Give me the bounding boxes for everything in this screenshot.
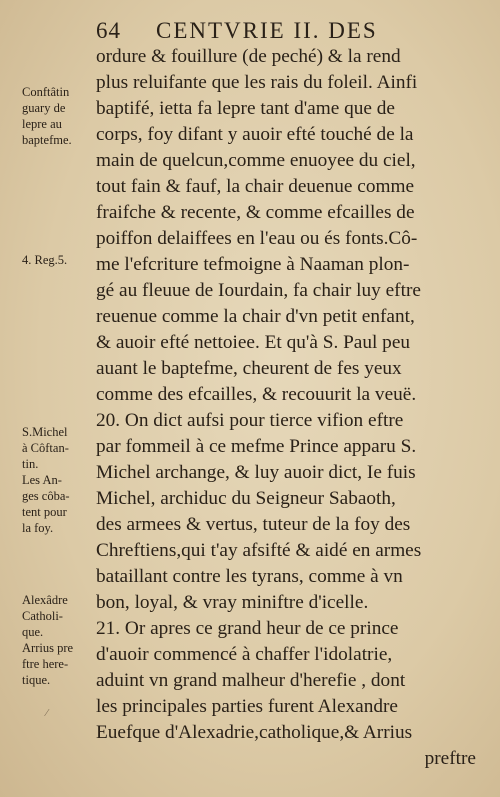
margin-note-line: lepre au bbox=[22, 117, 62, 131]
margin-note-line: ftre here- bbox=[22, 657, 69, 671]
margin-note-line: 4. Reg.5. bbox=[22, 253, 68, 267]
text-line: par fommeil à ce mefme Prince apparu S. bbox=[96, 436, 417, 457]
text-line: reuenue comme la chair d'vn petit enfant, bbox=[96, 306, 415, 327]
text-line: baptifé, ietta fa lepre tant d'ame que de bbox=[96, 98, 395, 119]
text-line: comme des efcailles, & recouurit la veuë. bbox=[96, 384, 417, 405]
text-line: plus reluifante que les rais du foleil. Ainfi bbox=[96, 72, 418, 93]
text-line: Michel, archiduc du Seigneur Sabaoth, bbox=[96, 488, 396, 509]
text-line: aduint vn grand malheur d'herefie , dont bbox=[96, 670, 406, 691]
margin-note-line: Les An- bbox=[22, 473, 62, 487]
ink-mark-icon: ⁄ bbox=[46, 708, 48, 719]
margin-note-line: Arrius pre bbox=[22, 641, 74, 655]
text-line: tout fain & fauf, la chair deuenue comme bbox=[96, 176, 415, 197]
text-line: me l'efcriture tefmoigne à Naaman plon- bbox=[96, 254, 410, 275]
body-text bbox=[96, 44, 476, 772]
text-line: main de quelcun,comme enuoyee du ciel, bbox=[96, 150, 416, 171]
margin-note-anges bbox=[22, 472, 96, 536]
text-line: des armees & vertus, tuteur de la foy des bbox=[96, 514, 411, 535]
margin-note-michel bbox=[22, 424, 96, 472]
margin-note-line: tent pour bbox=[22, 505, 67, 519]
margin-note-line: tin. bbox=[22, 457, 39, 471]
text-line: 21. Or apres ce grand heur de ce prince bbox=[96, 618, 399, 639]
margin-note-line: baptefme. bbox=[22, 133, 72, 147]
text-line: Michel archange, & luy auoir dict, Ie fuis bbox=[96, 462, 416, 483]
margin-note-constantin bbox=[22, 84, 96, 148]
text-line: corps, foy difant y auoir efté touché de la bbox=[96, 124, 414, 145]
text-line: & auoir efté nettoiee. Et qu'à S. Paul peu bbox=[96, 332, 411, 353]
text-line: auant le baptefme, cheurent de fes yeux bbox=[96, 358, 402, 379]
margin-note-alexandre bbox=[22, 592, 96, 688]
margin-note-line: guary de bbox=[22, 101, 66, 115]
text-line: bataillant contre les tyrans, comme à vn bbox=[96, 566, 403, 587]
margin-note-line: Alexâdre bbox=[22, 593, 68, 607]
text-line: bon, loyal, & vray miniftre d'icelle. bbox=[96, 592, 369, 613]
running-title: CENTVRIE II. DES bbox=[156, 18, 378, 43]
margin-note-line: ges côba- bbox=[22, 489, 70, 503]
text-line: poiffon delaiffees en l'eau ou és fonts.Cô- bbox=[96, 228, 418, 249]
text-line: ordure & fouillure (de peché) & la rend bbox=[96, 46, 401, 67]
margin-note-line: la foy. bbox=[22, 521, 54, 535]
text-line: 20. On dict aufsi pour tierce vifion eftre bbox=[96, 410, 404, 431]
margin-note-line: à Côftan- bbox=[22, 441, 69, 455]
text-line: Euefque d'Alexadrie,catholique,& Arrius bbox=[96, 722, 413, 743]
margin-note-line: Catholi- bbox=[22, 609, 63, 623]
margin-note-line: Conftâtin bbox=[22, 85, 70, 99]
text-line: les principales parties furent Alexandre bbox=[96, 696, 398, 717]
margin-note-line: S.Michel bbox=[22, 425, 68, 439]
margin-note-line: que. bbox=[22, 625, 44, 639]
margin-note-line: tique. bbox=[22, 673, 51, 687]
text-line: gé au fleuue de Iourdain, fa chair luy eftre bbox=[96, 280, 421, 301]
catchword: preftre bbox=[424, 748, 476, 769]
text-line: d'auoir commencé à chaffer l'idolatrie, bbox=[96, 644, 393, 665]
margin-note-reg bbox=[22, 252, 96, 268]
page-number: 64 bbox=[96, 18, 121, 43]
text-line: fraifche & recente, & comme efcailles de bbox=[96, 202, 415, 223]
text-line: Chreftiens,qui t'ay afsifté & aidé en armes bbox=[96, 540, 422, 561]
